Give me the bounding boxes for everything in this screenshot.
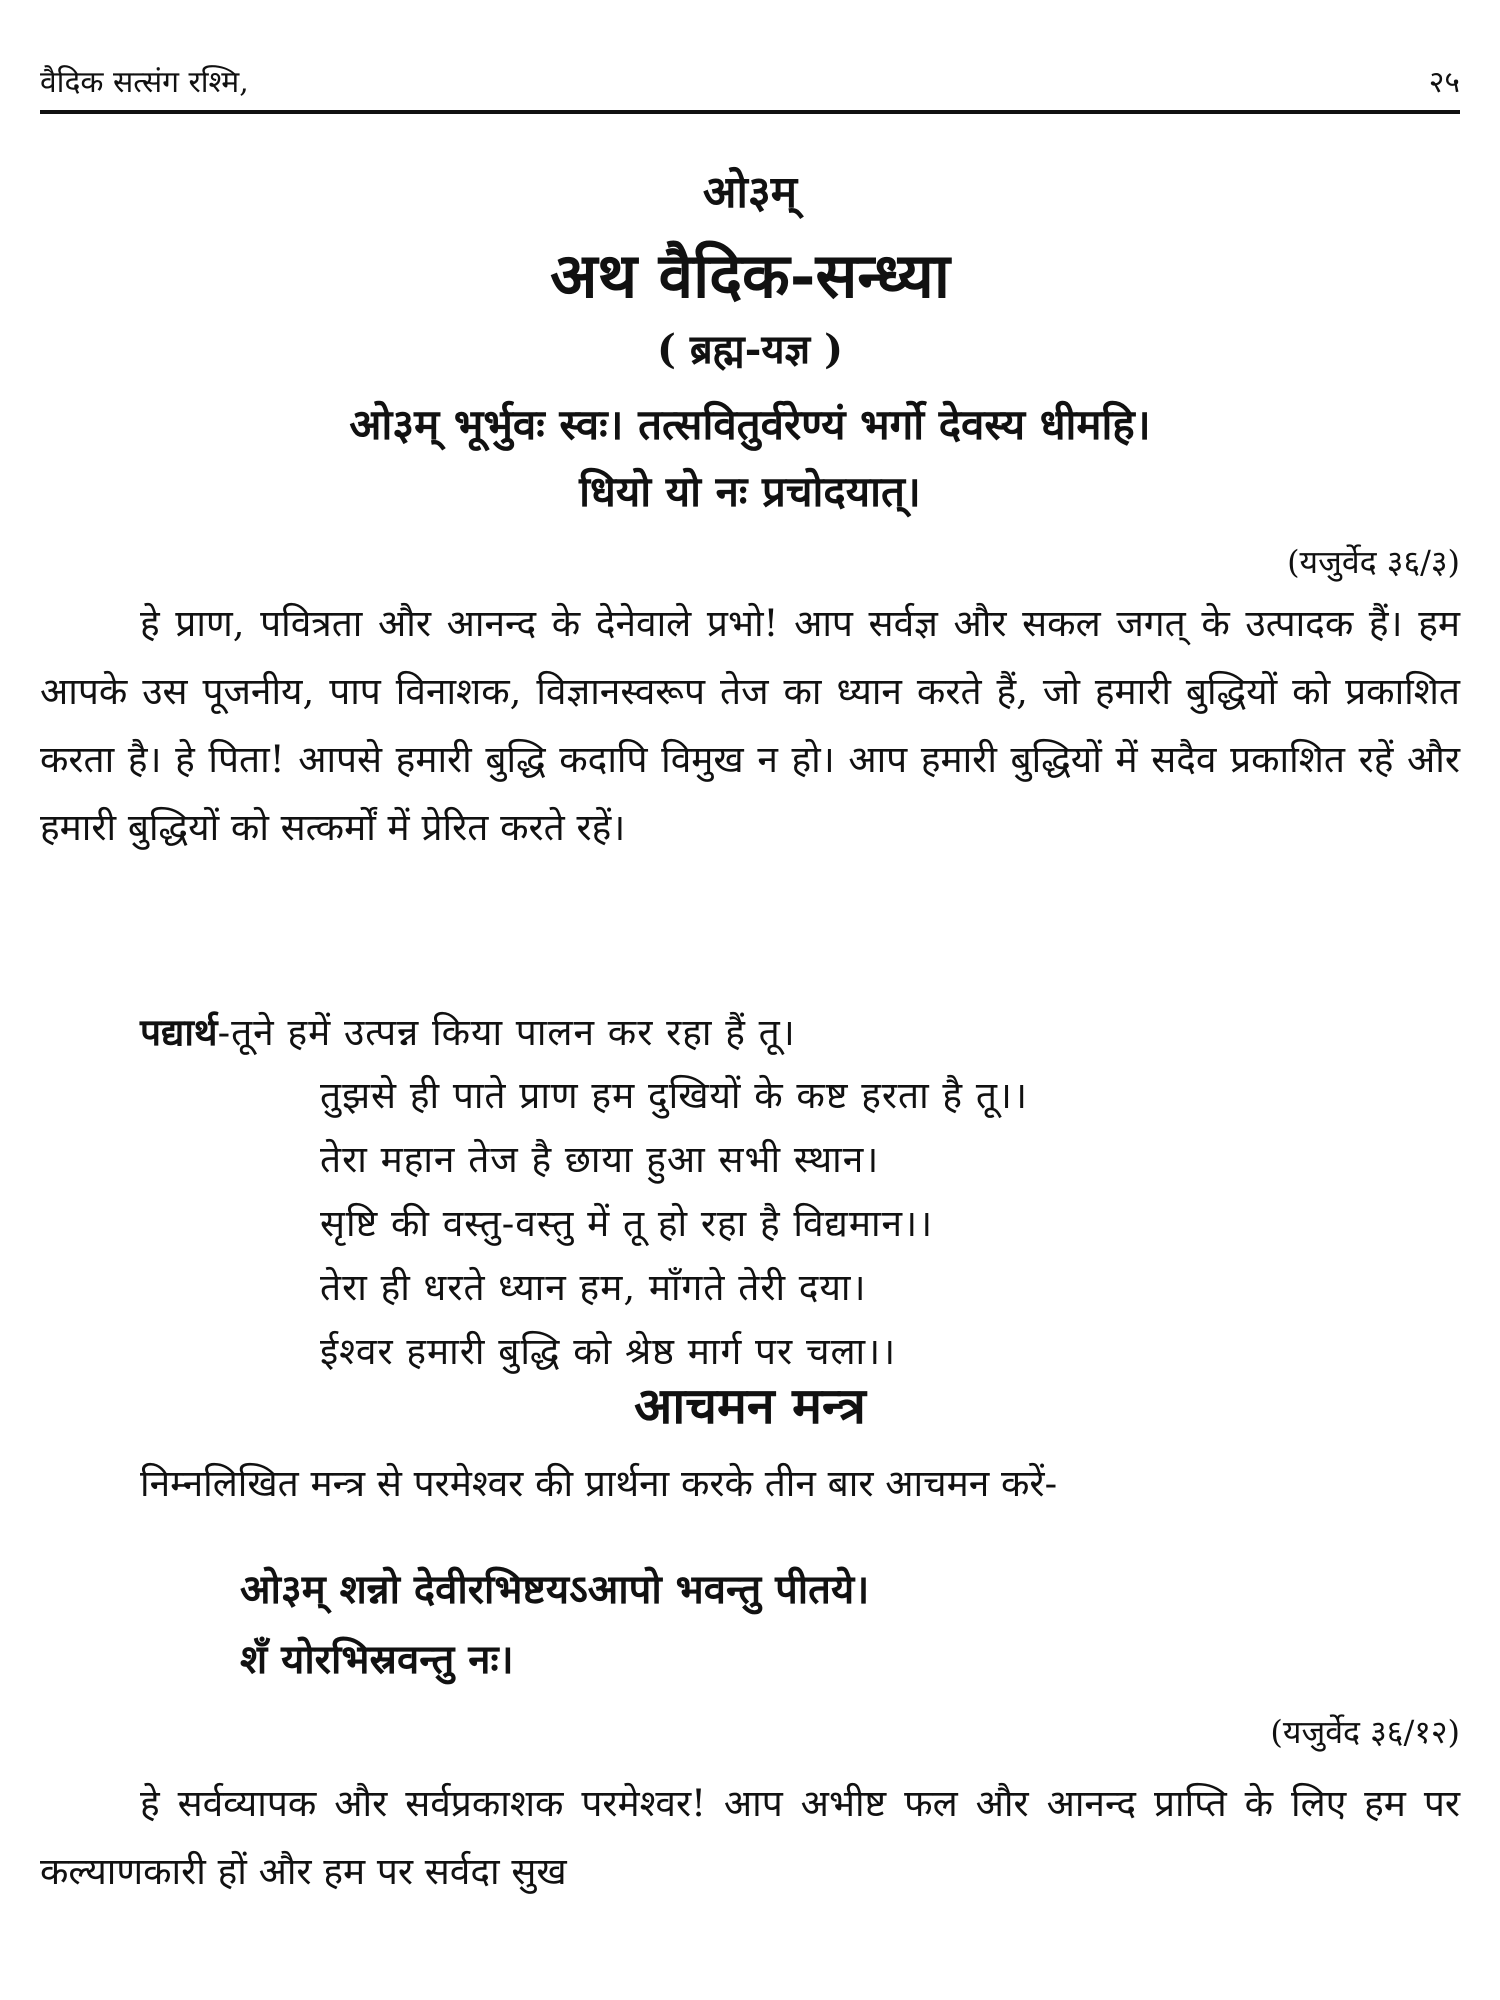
achamana-mantra-line-1: ओ३म् शन्नो देवीरभिष्टयऽआपो भवन्तु पीतये। [240, 1566, 870, 1613]
subtitle: ( ब्रह्म-यज्ञ ) [656, 326, 844, 373]
verse-line [140, 1000, 1460, 1064]
achamana-instruction: निम्नलिखित मन्त्र से परमेश्वर की प्रार्थना करके तीन बार आचमन करें- [140, 1462, 1058, 1505]
achamana-reference: (यजुर्वेद ३६/१२) [1270, 1713, 1460, 1751]
gayatri-reference: (यजुर्वेद ३६/३) [1287, 543, 1460, 581]
running-header [40, 58, 1460, 108]
gayatri-mantra-line-1: ओ३म् भूर्भुवः स्वः। तत्सवितुर्वरेण्यं भर्गो देवस्य धीमहि। [349, 400, 1151, 449]
header-rule [40, 110, 1460, 114]
page-number: २५ [1428, 65, 1460, 100]
verse-text: तेरा महान तेज है छाया हुआ सभी स्थान। [320, 1138, 880, 1181]
page-title: अथ वैदिक-सन्ध्या [550, 239, 950, 312]
verse-line [140, 1128, 1460, 1192]
verse-text: -तूने हमें उत्पन्न किया पालन कर रहा हैं तू। [217, 1011, 796, 1054]
verse-text: सृष्टि की वस्तु-वस्तु में तू हो रहा है विद्यमान।। [320, 1202, 934, 1245]
verse-text: तुझसे ही पाते प्राण हम दुखियों के कष्ट हरता है तू।। [320, 1074, 1028, 1117]
om-heading: ओ३म् [702, 167, 798, 218]
verse-line [140, 1256, 1460, 1320]
achamana-heading: आचमन मन्त्र [634, 1376, 866, 1435]
gayatri-mantra-line-2: धियो यो नः प्रचोदयात्। [579, 467, 921, 516]
padyartha-label: पद्यार्थ [140, 1010, 218, 1054]
book-title: वैदिक सत्संग रश्मि, [40, 65, 249, 100]
verse-line [140, 1064, 1460, 1128]
verse-text: ईश्वर हमारी बुद्धि को श्रेष्ठ मार्ग पर चला।। [320, 1330, 897, 1373]
achamana-mantra-line-2: शँ योरभिस्रवन्तु नः। [240, 1636, 514, 1683]
padyartha-verse [140, 1000, 1460, 1384]
gayatri-meaning: हे प्राण, पवित्रता और आनन्द के देनेवाले प्रभो! आप सर्वज्ञ और सकल जगत् के उत्पादक हैं। हम आपके उस पूजनीय, पाप विनाशक, विज्ञानस्वरूप तेज का ध्यान करते हैं, जो हमारी बुद्धियों को प्रकाशित करता है। हे पिता! आपसे हमारी बुद्धि कदापि विमुख न हो। आप हमारी बुद्धियों में सदैव प्रकाशित रहें और हमारी बुद्धियों को सत्कर्मों में प्रेरित करते रहें। [40, 602, 1460, 849]
book-page [40, 0, 1460, 2000]
achamana-meaning: हे सर्वव्यापक और सर्वप्रकाशक परमेश्वर! आप अभीष्ट फल और आनन्द प्राप्ति के लिए हम पर कल्याणकारी हों और हम पर सर्वदा सुख [40, 1782, 1460, 1893]
verse-text: तेरा ही धरते ध्यान हम, माँगते तेरी दया। [320, 1266, 867, 1309]
verse-line [140, 1192, 1460, 1256]
